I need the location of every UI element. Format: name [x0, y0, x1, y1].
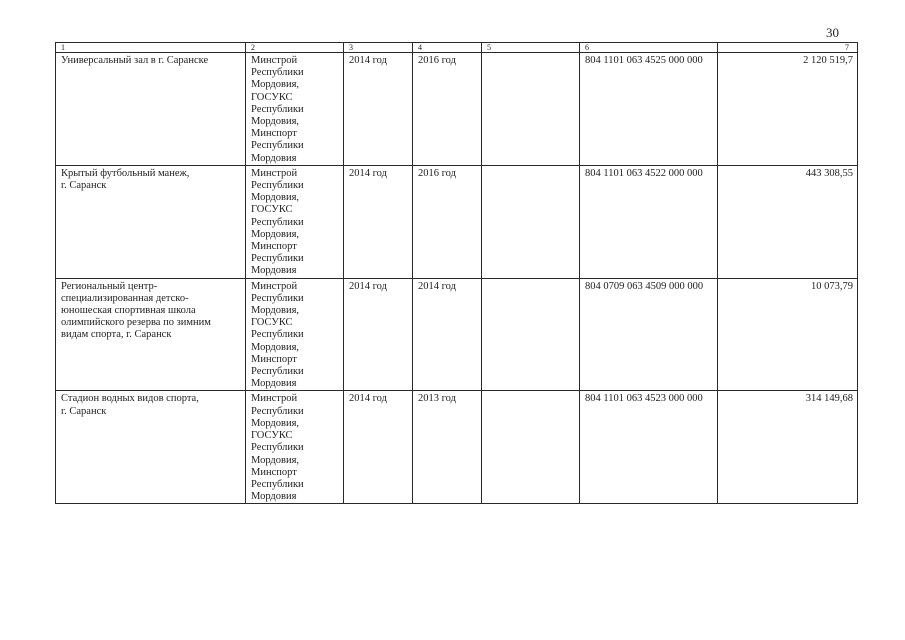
responsible-line: Республики — [251, 216, 304, 228]
start-year-cell: 2014 год — [344, 53, 413, 166]
responsible-line: ГОСУКС — [251, 430, 293, 442]
responsible-line: Мордовия, — [251, 79, 300, 91]
responsible-line: Республики — [251, 405, 304, 417]
column-number-2: 2 — [246, 43, 344, 53]
responsible-line: Республики — [251, 292, 304, 304]
object-name-line: видам спорта, г. Саранск — [61, 329, 172, 341]
responsible-line: Мордовия — [251, 152, 297, 164]
responsible-cell — [246, 278, 344, 391]
responsible-cell — [246, 165, 344, 278]
object-name-cell — [56, 53, 246, 166]
end-year-cell: 2016 год — [413, 165, 482, 278]
responsible-line: Минспорт — [251, 128, 297, 140]
empty-cell — [482, 165, 580, 278]
empty-cell — [482, 391, 580, 504]
object-name-cell — [56, 278, 246, 391]
responsible-line: Минспорт — [251, 241, 297, 253]
start-year-cell: 2014 год — [344, 391, 413, 504]
column-number-3: 3 — [344, 43, 413, 53]
responsible-line: Мордовия, — [251, 192, 300, 204]
column-number-7: 7 — [718, 43, 858, 53]
responsible-line: Республики — [251, 140, 304, 152]
responsible-line: ГОСУКС — [251, 317, 293, 329]
object-name-line: Стадион водных видов спорта, — [61, 393, 199, 405]
responsible-line: Республики — [251, 67, 304, 79]
object-name-cell — [56, 391, 246, 504]
header-row — [56, 43, 858, 53]
object-name-line: г. Саранск — [61, 180, 107, 192]
responsible-line: Мордовия, — [251, 305, 300, 317]
responsible-line: ГОСУКС — [251, 204, 293, 216]
page-number: 30 — [826, 25, 839, 40]
object-name-line: г. Саранск — [61, 405, 107, 417]
responsible-line: Мордовия, — [251, 228, 300, 240]
responsible-line: Республики — [251, 253, 304, 265]
responsible-cell — [246, 53, 344, 166]
object-name-line: специализированная детско- — [61, 292, 189, 304]
responsible-line: Республики — [251, 103, 304, 115]
responsible-cell — [246, 391, 344, 504]
responsible-line: Минстрой — [251, 393, 298, 405]
budget-code-cell: 804 1101 063 4523 000 000 — [580, 391, 718, 504]
responsible-line: Мордовия — [251, 378, 297, 390]
object-name-line: олимпийского резерва по зимним — [61, 317, 211, 329]
column-number-5: 5 — [482, 43, 580, 53]
amount-cell: 2 120 519,7 — [718, 53, 858, 166]
responsible-line: Мордовия, — [251, 454, 300, 466]
responsible-line: Мордовия — [251, 265, 297, 277]
responsible-line: Минстрой — [251, 280, 298, 292]
responsible-line: Мордовия — [251, 491, 297, 503]
start-year-cell: 2014 год — [344, 278, 413, 391]
amount-cell: 443 308,55 — [718, 165, 858, 278]
amount-cell: 10 073,79 — [718, 278, 858, 391]
budget-code-cell: 804 0709 063 4509 000 000 — [580, 278, 718, 391]
end-year-cell: 2013 год — [413, 391, 482, 504]
column-number-6: 6 — [580, 43, 718, 53]
end-year-cell: 2016 год — [413, 53, 482, 166]
responsible-line: Республики — [251, 329, 304, 341]
responsible-line: Минстрой — [251, 55, 298, 66]
empty-cell — [482, 53, 580, 166]
object-name-line: Универсальный зал в г. Саранске — [61, 55, 209, 66]
responsible-line: Мордовия, — [251, 417, 300, 429]
responsible-line: Республики — [251, 478, 304, 490]
start-year-cell: 2014 год — [344, 165, 413, 278]
object-name-line: Региональный центр- — [61, 280, 158, 292]
objects-table — [55, 42, 858, 504]
budget-code-cell: 804 1101 063 4522 000 000 — [580, 165, 718, 278]
responsible-line: Мордовия, — [251, 116, 300, 128]
responsible-line: Минспорт — [251, 353, 297, 365]
responsible-line: Республики — [251, 180, 304, 192]
object-name-line: юношеская спортивная школа — [61, 305, 196, 317]
object-name-line: Крытый футбольный манеж, — [61, 167, 190, 179]
responsible-line: Минстрой — [251, 167, 298, 179]
table-row — [56, 278, 858, 391]
budget-code-cell: 804 1101 063 4525 000 000 — [580, 53, 718, 166]
column-number-1: 1 — [56, 43, 246, 53]
responsible-line: Республики — [251, 442, 304, 454]
end-year-cell: 2014 год — [413, 278, 482, 391]
responsible-line: Минспорт — [251, 466, 297, 478]
table-row — [56, 165, 858, 278]
responsible-line: Республики — [251, 366, 304, 378]
table-row — [56, 391, 858, 504]
empty-cell — [482, 278, 580, 391]
object-name-cell — [56, 165, 246, 278]
responsible-line: ГОСУКС — [251, 91, 293, 103]
column-number-4: 4 — [413, 43, 482, 53]
table-row — [56, 53, 858, 166]
responsible-line: Мордовия, — [251, 341, 300, 353]
amount-cell: 314 149,68 — [718, 391, 858, 504]
